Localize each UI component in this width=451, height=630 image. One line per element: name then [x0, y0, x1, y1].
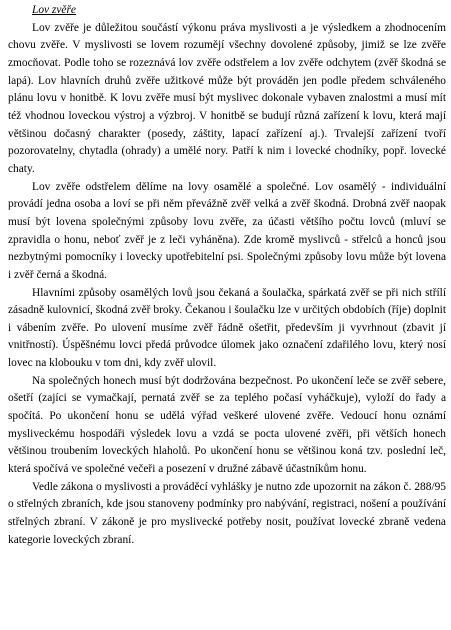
document-page [8, 2, 446, 549]
paragraph-joint-hunts: Na společných honech musí být dodržována bezpečnost. Po ukončení leče se zvěř sebere, ošetří (zajíci se vymačkají, pernatá zvěř se za teplého počasí vyháčkuje), vyloží do řady a spočítá. Po ukončení honu se udělá výřad veškeré ulovené zvěře. Vedoucí honu oznámí mysliveckému hospodáři výsledek lovu a vzdá se pocta ulovené zvěři, při větších honech většinou troubením loveckých hlaholů. Po ukončení honu se většinou koná tzv. poslední leč, která spočívá ve společné večeři a posezení v družné zábavě účastníkům honu. [8, 374, 446, 476]
paragraph-solitary-hunts: Hlavními způsoby osamělých lovů jsou čekaná a šoulačka, spárkatá zvěř se při nich střílí zásadně kulovnicí, škodná zvěř broky. Čekanou i šoulačku lze v určitých obdobích (říje) doplnit i vábením zvěře. Po ulovení musíme zvěř řádně ošetřit, především ji vyvrhnout (zbavit jí vnitřností). Úspěšnému lovci předá průvodce úlomek jako označení zdařilého lovu, který nosí lovec na klobouku v tom dni, kdy zvěř ulovil. [8, 286, 446, 370]
paragraph-hunting-intro: Lov zvěře je důležitou součástí výkonu práva myslivosti a je výsledkem a zhodnocením chovu zvěře. V myslivosti se lovem rozumějí všechny dovolené způsoby, jimiž se lze zvěře zmocňovat. Podle toho se rozeznává lov zvěře odstřelem a lov zvěře odchytem (zvěř škodná se lapá). Lov hlavních druhů zvěře užitkové může být prováděn jen podle předem schváleného plánu lovu v honitbě. K lovu zvěře musí být myslivec dokonale vybaven znalostmi a musí mít též vhodnou loveckou výstroj a výzbroj. V honitbě se budují různá zařízení k lovu, která mají většinou dočasný charakter (posedy, záštity, lapací zařízení aj.). Trvalejší zařízení tvoří pozorovatelny, chytadla (ohrady) a umělé nory. Patří k nim i lovecké chodníky, popř. lovecké chaty. [8, 21, 446, 175]
paragraph-shooting-hunts: Lov zvěře odstřelem dělíme na lovy osamělé a společné. Lov osamělý - individuální provádí jedna osoba a loví se při něm převážně zvěř velká a zvěř škodná. Drobná zvěř naopak musí být lovena společnými způsoby lovu zvěře, za účasti většího počtu lovců (mluví se zpravidla o honu, neboť zvěř je z leči vyháněna). Zde kromě myslivců - střelců a honců jsou nezbytnými pomocníky i lovecky upotřebitelní psi. Společnými způsoby lovu může být lovena i zvěř černá a škodná. [8, 180, 446, 281]
document-title: Lov zvěře [32, 4, 76, 16]
paragraph-firearms-law: Vedle zákona o myslivosti a prováděcí vyhlášky je nutno zde upozornit na zákon č. 288/95 o střelných zbraních, kde jsou stanoveny podmínky pro nabývání, registraci, nošení a používání střelných zbraní. V zákoně je pro myslivecké potřeby nosit, používat lovecké zbraně vedena kategorie loveckých zbraní. [8, 480, 446, 546]
